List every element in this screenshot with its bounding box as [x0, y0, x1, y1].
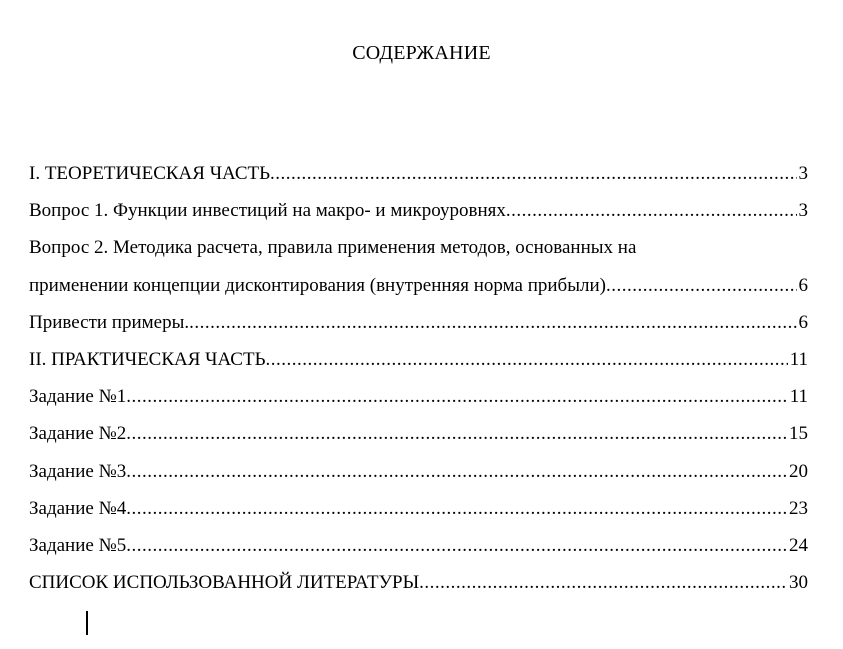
toc-page-number: 30	[789, 572, 808, 593]
toc-entry-text: Задание №5	[29, 535, 127, 556]
toc-dot-leader	[126, 496, 787, 522]
toc-dot-leader	[606, 273, 797, 299]
toc-dot-leader	[270, 161, 796, 187]
toc-entry-practice[interactable]	[29, 347, 808, 373]
toc-dot-leader	[266, 347, 788, 373]
toc-entry-question-2-line-2[interactable]	[29, 273, 808, 299]
toc-page-number: 24	[789, 535, 808, 556]
toc-entry-task-1[interactable]	[29, 384, 808, 410]
toc-entry-text: СПИСОК ИСПОЛЬЗОВАННОЙ ЛИТЕРАТУРЫ	[29, 572, 420, 593]
toc-entry-examples[interactable]	[29, 310, 808, 336]
toc-page-number: 11	[789, 349, 808, 370]
toc-entry-question-2-line-1[interactable]	[29, 235, 808, 261]
toc-page-number: 3	[798, 163, 808, 184]
toc-dot-leader	[419, 570, 787, 596]
toc-page-number: 6	[798, 312, 808, 333]
toc-entry-text: Задание №3	[29, 461, 127, 482]
toc-entry-text: II. ПРАКТИЧЕСКАЯ ЧАСТЬ	[29, 349, 266, 370]
toc-dot-leader	[126, 459, 787, 485]
toc-entry-text: Вопрос 2. Методика расчета, правила применения методов, основанных на	[29, 237, 637, 258]
toc-entry-task-5[interactable]	[29, 533, 808, 559]
toc-entry-text: Задание №1	[29, 386, 127, 407]
text-cursor	[86, 611, 88, 635]
toc-entry-text: I. ТЕОРЕТИЧЕСКАЯ ЧАСТЬ	[29, 163, 271, 184]
toc-dot-leader	[126, 533, 787, 559]
toc-entry-task-2[interactable]	[29, 421, 808, 447]
toc-entry-theory[interactable]	[29, 161, 808, 187]
page-title: СОДЕРЖАНИЕ	[352, 42, 491, 64]
toc-entry-text: применении концепции дисконтирования (внутренняя норма прибыли)	[29, 275, 606, 296]
toc-page-number: 3	[798, 200, 808, 221]
toc-dot-leader	[126, 384, 788, 410]
toc-entry-text: Привести примеры.	[29, 312, 190, 333]
toc-entry-bibliography[interactable]	[29, 570, 808, 596]
toc-dot-leader	[189, 310, 796, 336]
toc-entry-task-3[interactable]	[29, 459, 808, 485]
toc-entry-text: Задание №4	[29, 498, 127, 519]
toc-page-number: 15	[789, 423, 808, 444]
toc-page-number: 20	[789, 461, 808, 482]
toc-dot-leader	[506, 198, 797, 224]
toc-entry-text: Задание №2	[29, 423, 127, 444]
toc-entry-question-1[interactable]	[29, 198, 808, 224]
toc-page-number: 11	[789, 386, 808, 407]
toc-page-number: 23	[789, 498, 808, 519]
toc-entry-task-4[interactable]	[29, 496, 808, 522]
toc-entry-text: Вопрос 1. Функции инвестиций на макро- и микроуровнях	[29, 200, 506, 221]
toc-dot-leader	[126, 421, 787, 447]
toc-page-number: 6	[798, 275, 808, 296]
